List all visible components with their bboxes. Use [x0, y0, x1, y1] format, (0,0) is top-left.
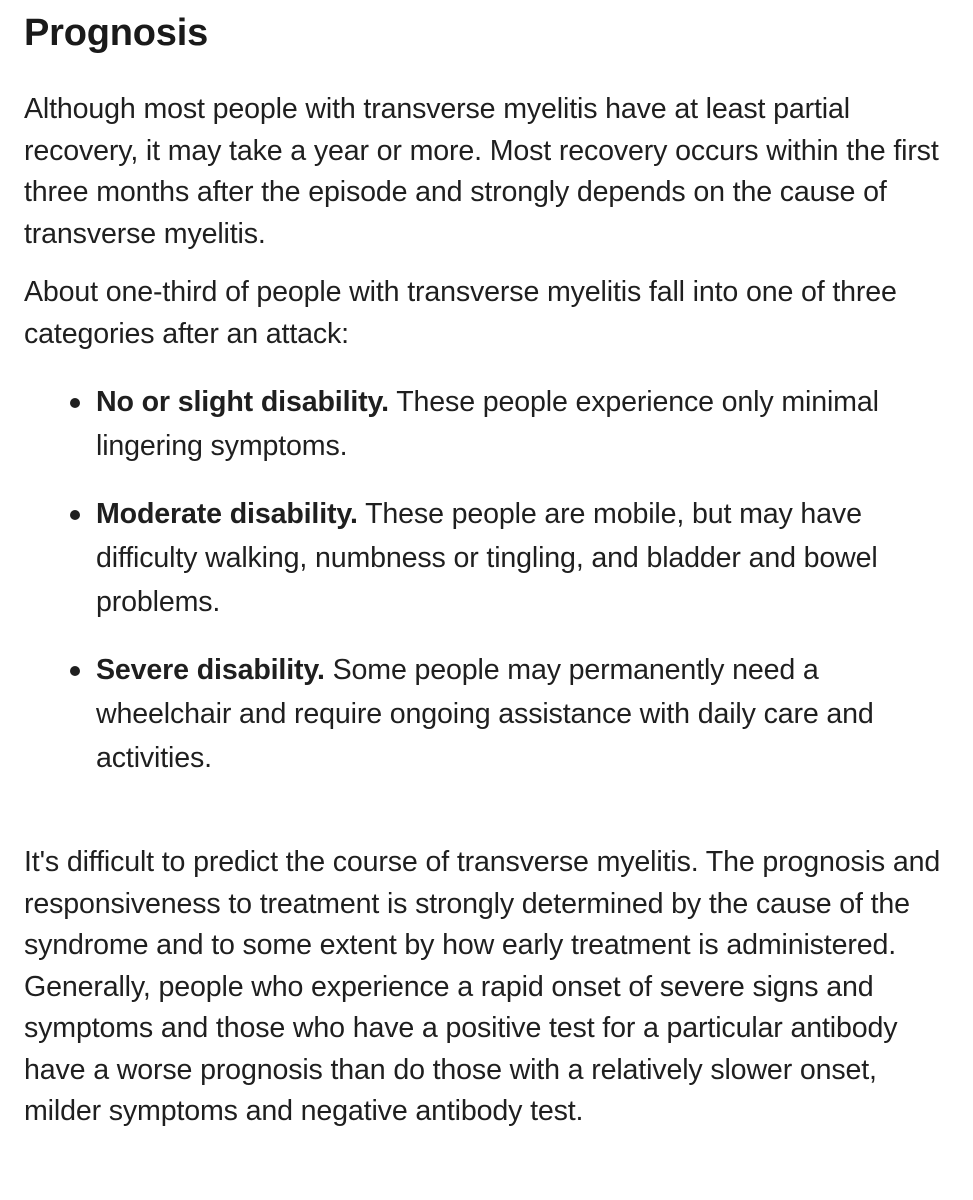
list-item-term: No or slight disability. [96, 386, 389, 418]
section-heading: Prognosis [24, 12, 209, 54]
bullet-icon [70, 666, 80, 676]
list-item-description: Some people may permanently need a wheelchair and require ongoing assistance with daily care and activities. [96, 654, 874, 774]
closing-paragraph: It's difficult to predict the course of transverse myelitis. The prognosis and responsiveness to treatment is strongly determined by the cause of the syndrome and to some extent by how early treatment is administered. Generally, people who experience a rapid onset of severe signs and symptoms and those who have a positive test for a particular antibody have a worse prognosis than do those with a relatively slower onset, milder symptoms and negative antibody test. [24, 846, 941, 1127]
list-item [24, 492, 949, 624]
list-item-term: Moderate disability. [96, 498, 358, 530]
list-item [24, 380, 949, 468]
list-item [24, 648, 949, 780]
list-item-description: These people experience only minimal lingering symptoms. [96, 386, 879, 462]
list-item-description: These people are mobile, but may have difficulty walking, numbness or tingling, and bladder and bowel problems. [96, 498, 878, 618]
intro-paragraph: Although most people with transverse myelitis have at least partial recovery, it may take a year or more. Most recovery occurs within the first three months after the episode and strongly depends on the cause of transverse myelitis. [24, 93, 939, 250]
list-item-term: Severe disability. [96, 654, 325, 686]
categories-intro-paragraph: About one-third of people with transverse myelitis fall into one of three categories after an attack: [24, 276, 897, 350]
bullet-icon [70, 398, 80, 408]
disability-categories-list [24, 380, 949, 780]
bullet-icon [70, 510, 80, 520]
